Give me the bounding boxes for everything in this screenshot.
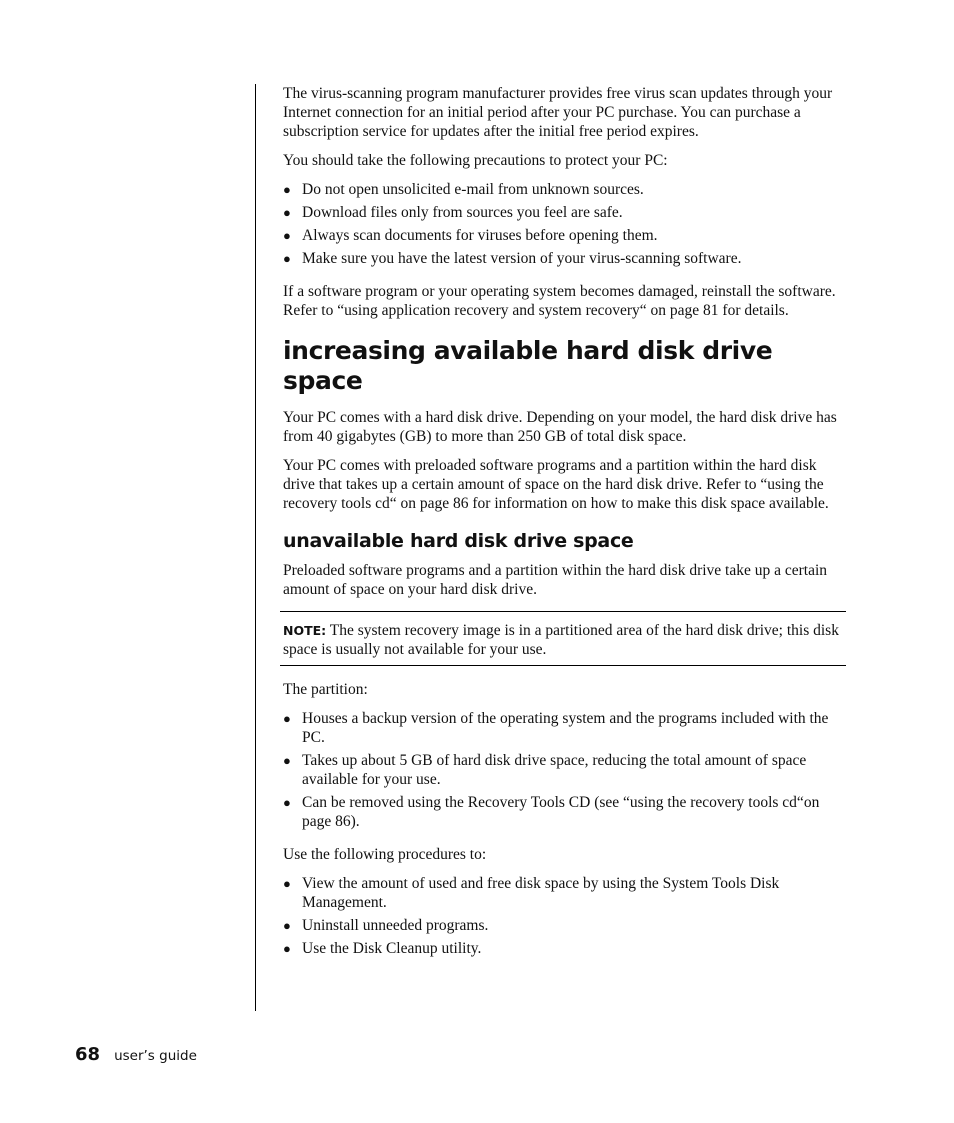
list-item: ● Can be removed using the Recovery Tools CD (see “using the recovery tools cd“on page 86).: [283, 794, 820, 830]
bullet-icon: ●: [283, 182, 291, 197]
bullet-icon: ●: [283, 205, 291, 220]
list-item: ● Download files only from sources you feel are safe.: [283, 204, 623, 221]
list-item: ● Always scan documents for viruses before opening them.: [283, 227, 658, 244]
list-item: ● Use the Disk Cleanup utility.: [283, 940, 482, 957]
partition-list: [283, 709, 843, 831]
note-label: NOTE:: [283, 623, 327, 638]
bullet-icon: ●: [283, 251, 291, 266]
margin-rule: [255, 84, 256, 1011]
section-heading-increasing-space: increasing available hard disk drive space: [283, 336, 773, 395]
bullet-icon: ●: [283, 753, 291, 768]
guide-title: user’s guide: [114, 1048, 197, 1064]
paragraph-virus-updates: The virus-scanning program manufacturer provides free virus scan updates through your Internet connection for an initial period after your PC purchase. You can purchase a subscription service for updates after the initial free period expires.: [283, 85, 833, 140]
paragraph-procedures-intro: Use the following procedures to:: [283, 846, 487, 863]
bullet-icon: ●: [283, 918, 291, 933]
list-item: ● Do not open unsolicited e-mail from unknown sources.: [283, 181, 644, 198]
list-item: ● Make sure you have the latest version of your virus-scanning software.: [283, 250, 742, 267]
page-number: 68: [75, 1044, 101, 1065]
note-box: [280, 611, 846, 666]
paragraph-preloaded-space: Preloaded software programs and a partition within the hard disk drive take up a certain amount of space on your hard disk drive.: [283, 562, 828, 598]
page-content: [283, 84, 843, 972]
note-text: The system recovery image is in a partitioned area of the hard disk drive; this disk space is usually not available for your use.: [283, 622, 839, 658]
paragraph-preloaded-partition: Your PC comes with preloaded software programs and a partition within the hard disk drive that takes up a certain amount of space on the hard disk drive. Refer to “using the recovery tools cd“ on page 86 for information on how to make this disk space available.: [283, 457, 829, 512]
bullet-icon: ●: [283, 711, 291, 726]
precautions-list: [283, 180, 843, 268]
procedures-list: [283, 874, 843, 958]
bullet-icon: ●: [283, 228, 291, 243]
list-item: ● Houses a backup version of the operating system and the programs included with the PC.: [283, 710, 829, 746]
list-item: ● Takes up about 5 GB of hard disk drive space, reducing the total amount of space available for your use.: [283, 752, 807, 788]
list-item: ● Uninstall unneeded programs.: [283, 917, 489, 934]
bullet-icon: ●: [283, 941, 291, 956]
paragraph-partition-intro: The partition:: [283, 681, 368, 698]
paragraph-precautions-intro: You should take the following precautions to protect your PC:: [283, 152, 668, 169]
bullet-icon: ●: [283, 876, 291, 891]
page-footer: [75, 1044, 197, 1065]
subsection-heading-unavailable-space: unavailable hard disk drive space: [283, 530, 634, 552]
list-item: ● View the amount of used and free disk space by using the System Tools Disk Management.: [283, 875, 780, 911]
paragraph-disk-capacity: Your PC comes with a hard disk drive. Depending on your model, the hard disk drive has from 40 gigabytes (GB) to more than 250 GB of total disk space.: [283, 409, 837, 445]
bullet-icon: ●: [283, 795, 291, 810]
paragraph-reinstall: If a software program or your operating system becomes damaged, reinstall the software. Refer to “using application recovery and system recovery“ on page 81 for details.: [283, 283, 836, 319]
